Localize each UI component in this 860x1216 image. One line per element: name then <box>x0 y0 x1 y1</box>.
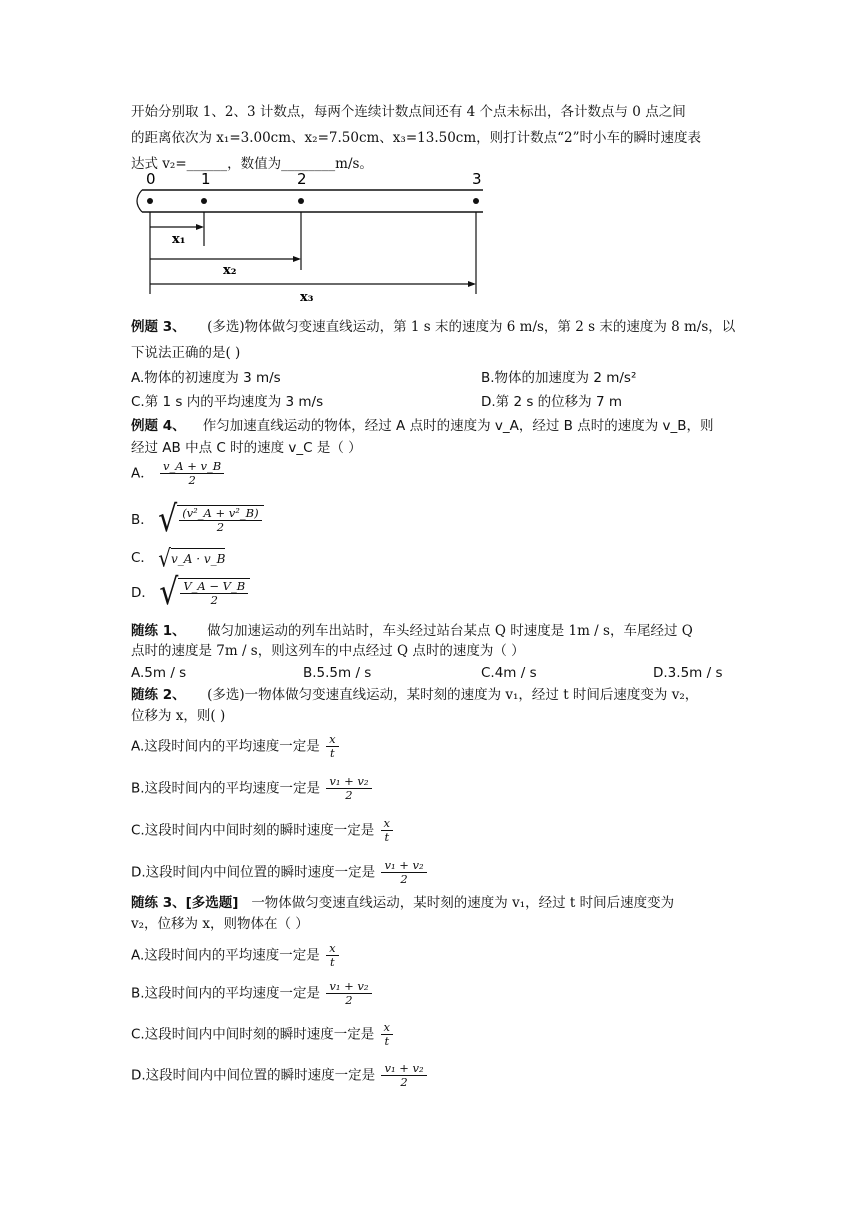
p3-b-num: v₁ + v₂ <box>326 980 371 994</box>
p3-d-num: v₁ + v₂ <box>381 1062 426 1076</box>
tape-dot-3 <box>473 198 479 204</box>
p3-stem-line-1 <box>131 894 674 912</box>
ex4-option-c <box>131 543 226 573</box>
tape-dot-1 <box>201 198 207 204</box>
p2-a-den: t <box>330 746 335 760</box>
p3-a-text: A.这段时间内的平均速度一定是 <box>131 947 320 964</box>
ex4-c-sqrt: √ v_A · v_B <box>158 543 226 573</box>
ex3-stem-2: 下说法正确的是( ) <box>131 345 241 361</box>
ex4-b-den: 2 <box>216 520 225 534</box>
p3-a-num: x <box>326 942 339 956</box>
ex4-b-sqrt: √ $\frac{\text{(v²\_A + v²\_B)}}{2}$ <box>158 505 264 535</box>
ex3-stem-line-1 <box>131 318 735 336</box>
p3-option-d <box>131 1062 429 1089</box>
p2-option-a <box>131 733 341 760</box>
ex4-b-label: B． <box>131 512 154 528</box>
p3-stem-2: v₂，位移为 x，则物体在（ ） <box>131 916 309 932</box>
p2-b-text: B.这段时间内的平均速度一定是 <box>131 780 321 797</box>
p1-stem-2: 点时的速度是 7m / s，则这列车的中点经过 Q 点时的速度为（ ） <box>131 643 525 659</box>
ex4-a-label: A． <box>131 465 154 482</box>
p2-a-num: x <box>326 733 339 747</box>
p2-stem-1: (多选)一物体做匀变速直线运动，某时刻的速度为 v₁，经过 t 时间后速度变为 v₂， <box>207 687 699 703</box>
ex4-option-d <box>131 571 250 614</box>
p2-d-den: 2 <box>400 872 408 886</box>
p2-b-den: 2 <box>345 788 353 802</box>
p3-c-fraction <box>381 1021 394 1048</box>
p1-stem-1: 做匀加速运动的列车出站时，车头经过站台某点 Q 时速度是 1m / s，车尾经过 Q <box>207 623 693 639</box>
intro-line-1: 开始分别取 1、2、3 计数点，每两个连续计数点间还有 4 个点未标出，各计数点与 0 点之间 <box>131 104 686 120</box>
p2-a-text: A.这段时间内的平均速度一定是 <box>131 738 320 755</box>
p3-a-fraction <box>326 942 339 969</box>
ex4-b-fraction <box>179 507 261 534</box>
p3-b-fraction <box>326 980 371 1007</box>
p3-stem-1: 一物体做匀变速直线运动，某时刻的速度为 v₁，经过 t 时间后速度变为 <box>251 895 675 911</box>
label-x1: x₁ <box>172 232 186 247</box>
ex4-b-num: (v²_A + v²_B) <box>179 507 261 521</box>
ex4-title: 例题 4、 <box>131 418 186 434</box>
p1-stem-line-1 <box>131 622 693 640</box>
p3-a-den: t <box>330 955 335 969</box>
tape-dot-0 <box>147 198 153 204</box>
p2-c-fraction <box>381 817 394 844</box>
p2-stem-2: 位移为 x，则( ) <box>131 708 226 724</box>
ex4-d-den: 2 <box>210 593 218 607</box>
ex4-d-label: D． <box>131 585 155 601</box>
ticker-tape-diagram <box>128 170 498 305</box>
p1-option-d: D.3.5m / s <box>653 665 723 681</box>
p3-title: 随练 3、[多选题] <box>131 895 239 911</box>
ex4-stem-1: 作匀加速直线运动的物体，经过 A 点时的速度为 v_A，经过 B 点时的速度为 v_B，则 <box>202 418 714 434</box>
arrow-x2-head <box>293 256 301 262</box>
p2-c-text: C.这段时间内中间时刻的瞬时速度一定是 <box>131 822 375 839</box>
p2-b-num: v₁ + v₂ <box>326 775 371 789</box>
p3-option-a <box>131 942 341 969</box>
ex4-stem-2: 经过 AB 中点 C 时的速度 v_C 是（ ） <box>131 440 362 456</box>
p3-c-text: C.这段时间内中间时刻的瞬时速度一定是 <box>131 1026 375 1043</box>
ex3-title: 例题 3、 <box>131 319 186 335</box>
ex3-option-c: C.第 1 s 内的平均速度为 3 m/s <box>131 394 324 410</box>
ex3-option-d: D.第 2 s 的位移为 7 m <box>481 394 623 410</box>
arrow-x3-head <box>468 281 476 287</box>
ex3-option-a: A.物体的初速度为 3 m/s <box>131 370 281 386</box>
p1-option-c: C.4m / s <box>481 665 537 681</box>
ex3-stem-1: (多选)物体做匀变速直线运动，第 1 s 末的速度为 6 m/s，第 2 s 末的速度为 8 m/s，以 <box>207 319 736 335</box>
ex4-a-num: v_A + v_B <box>160 460 224 474</box>
tape-label-3: 3 <box>472 170 482 188</box>
p3-b-den: 2 <box>345 993 353 1007</box>
tape-label-2: 2 <box>297 170 307 188</box>
ex4-d-num: V_A − V_B <box>180 580 248 594</box>
ex4-a-fraction <box>160 460 224 487</box>
p2-stem-line-1 <box>131 686 698 704</box>
ex4-d-sqrt: √ $\frac{V\_A - V\_B}{2}$ <box>159 578 250 608</box>
p1-option-b: B.5.5m / s <box>303 665 372 681</box>
tape-label-0: 0 <box>146 170 156 188</box>
p2-c-den: t <box>384 830 390 844</box>
p3-d-fraction <box>381 1062 426 1089</box>
ex4-a-den: 2 <box>188 473 196 487</box>
p2-d-text: D.这段时间内中间位置的瞬时速度一定是 <box>131 864 376 881</box>
p3-d-text: D.这段时间内中间位置的瞬时速度一定是 <box>131 1067 376 1084</box>
label-x3: x₃ <box>300 290 314 305</box>
ex3-option-b: B.物体的加速度为 2 m/s² <box>481 370 637 386</box>
ex4-c-label: C． <box>131 550 154 566</box>
ex4-d-fraction <box>180 580 248 607</box>
p3-b-text: B.这段时间内的平均速度一定是 <box>131 985 321 1002</box>
p2-option-d <box>131 859 429 886</box>
tape-label-1: 1 <box>201 170 211 188</box>
intro-line-2: 的距离依次为 x₁=3.00cm、x₂=7.50cm、x₃=13.50cm，则打计数点“2”时小车的瞬时速度表 <box>131 130 702 146</box>
p2-title: 随练 2、 <box>131 687 186 703</box>
ex4-c-radicand: v_A · v_B <box>171 548 226 568</box>
p3-d-den: 2 <box>400 1075 408 1089</box>
intro-line-3: 达式 v₂=______，数值为________m/s。 <box>131 156 373 172</box>
label-x2: x₂ <box>223 263 237 278</box>
p3-option-c <box>131 1021 395 1048</box>
p3-c-num: x <box>381 1021 394 1035</box>
ex4-option-a <box>131 460 226 487</box>
p3-option-b <box>131 980 374 1007</box>
p2-option-c <box>131 817 395 844</box>
tape-left-end <box>137 190 142 212</box>
p1-title: 随练 1、 <box>131 623 186 639</box>
tape-dot-2 <box>298 198 304 204</box>
p2-a-fraction <box>326 733 339 760</box>
arrow-x1-head <box>196 224 204 230</box>
p2-d-fraction <box>381 859 426 886</box>
p2-b-fraction <box>326 775 371 802</box>
ex4-option-b <box>131 498 264 541</box>
p2-option-b <box>131 775 374 802</box>
p2-d-num: v₁ + v₂ <box>381 859 426 873</box>
ex4-stem-line-1 <box>131 417 713 435</box>
p3-c-den: t <box>384 1034 390 1048</box>
p1-option-a: A.5m / s <box>131 665 187 681</box>
p2-c-num: x <box>381 817 394 831</box>
